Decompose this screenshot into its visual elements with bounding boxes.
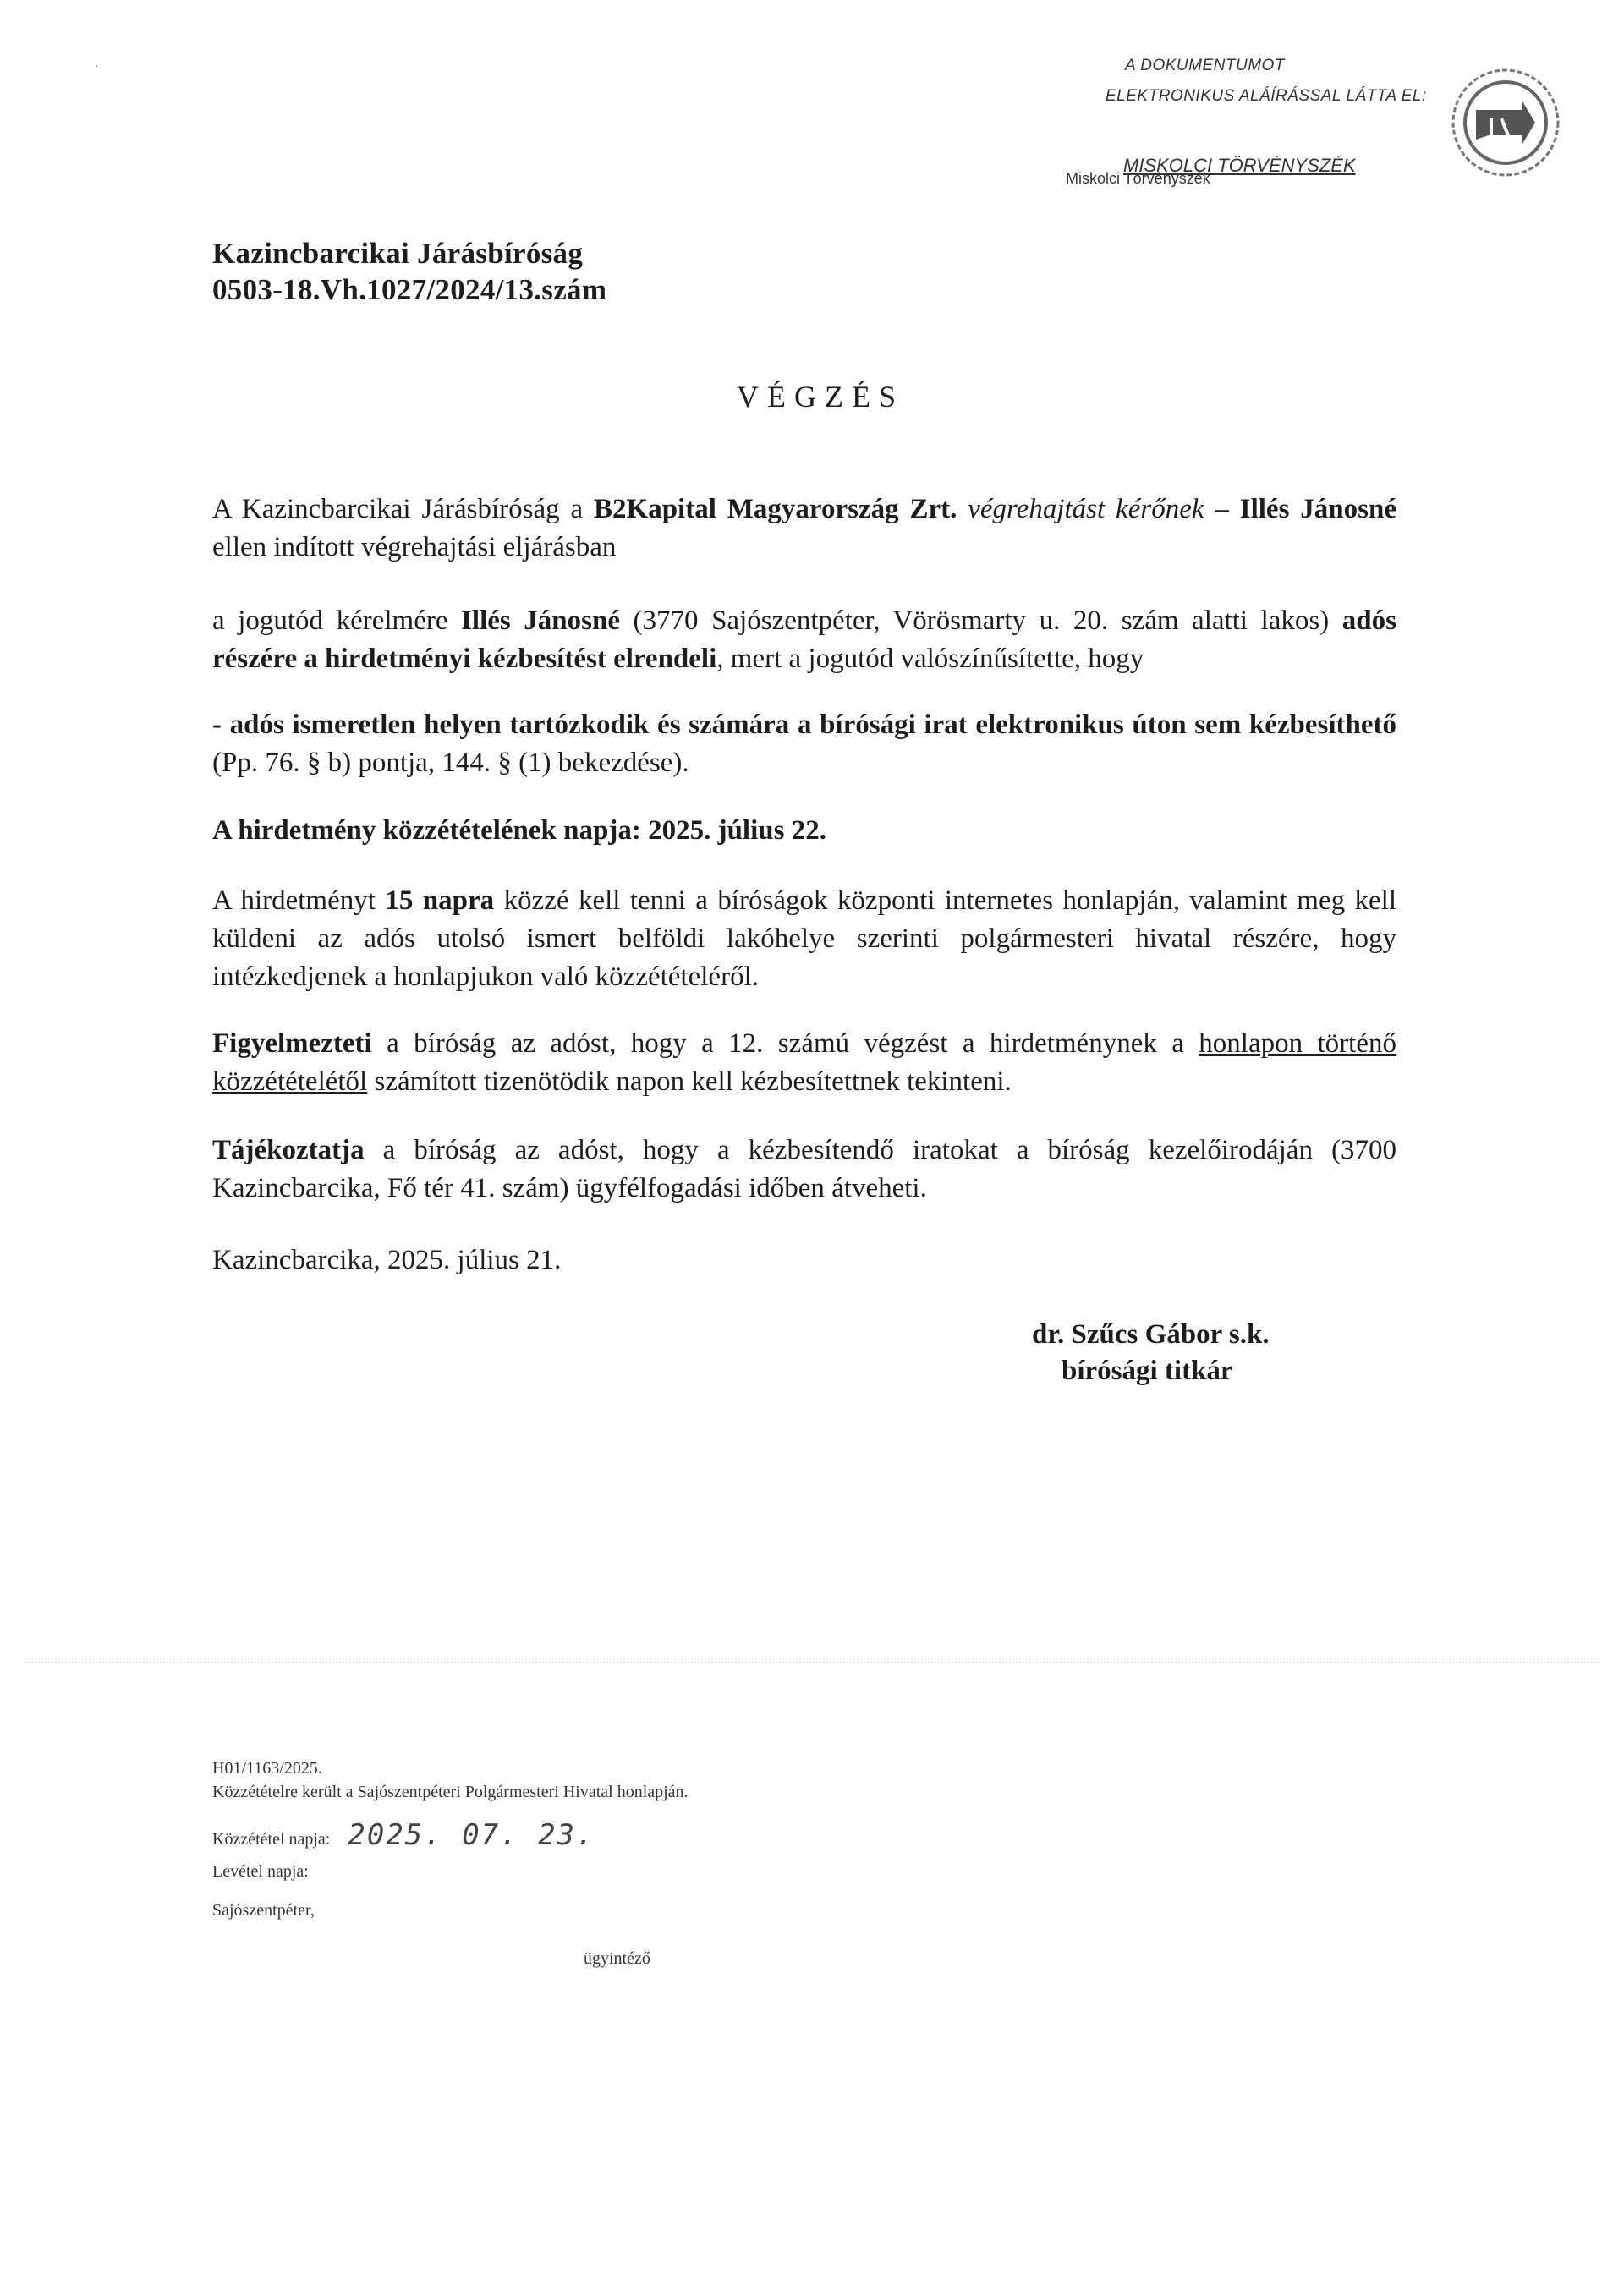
publication-days: 15 napra — [385, 885, 495, 916]
stamp-line-1: A DOKUMENTUMOT — [1125, 57, 1285, 74]
p2-text-a: a jogutód kérelmére — [212, 606, 462, 636]
court-seal-icon — [1442, 59, 1569, 186]
p5-text-b: közzé kell tenni a bíróságok központi internetes honlapján, valamint meg kell küldeni az adós utolsó ismert belföldi lakóhelye szerinti polgármesteri hivatal részére, hogy intézkedjenek a honlapjukon való közzétételéről. — [212, 885, 1397, 992]
clerk-label: ügyintéző — [584, 1949, 650, 1968]
p6-text-a: a bíróság az adóst, hogy a 12. számú végzést a hirdetménynek a — [371, 1028, 1199, 1059]
posting-place: Sajószentpéter, — [212, 1901, 315, 1920]
paragraph-publication-date — [212, 812, 1396, 850]
signatory-name: dr. Szűcs Gábor s.k. — [1032, 1319, 1270, 1350]
document-title: VÉGZÉS — [737, 380, 904, 414]
case-number: 0503-18.Vh.1027/2024/13.szám — [212, 273, 607, 306]
posted-date-handwritten: 2025. 07. 23. — [348, 1818, 595, 1852]
p1-text-a: A Kazincbarcikai Járásbíróság a — [212, 494, 595, 524]
posting-notice: Közzétételre került a Sajószentpéteri Polgármesteri Hivatal honlapján. — [212, 1783, 689, 1801]
posting-reference: H01/1163/2025. — [212, 1759, 322, 1778]
paragraph-order — [212, 602, 1396, 678]
successor-name: Illés Jánosné — [461, 606, 620, 636]
place-and-date: Kazincbarcika, 2025. július 21. — [212, 1245, 562, 1275]
posted-date-label: Közzététel napja: — [212, 1830, 331, 1849]
p7-text-a: a bíróság az adóst, hogy a kézbesítendő iratokat a bíróság kezelőirodáján (3700 Kazincbarcika, Fő tér 41. szám) ügyfélfogadási időben átveheti. — [212, 1135, 1396, 1203]
debtor-name: Illés Jánosné — [1239, 494, 1396, 524]
paragraph-reason — [212, 706, 1396, 782]
paragraph-parties — [212, 490, 1396, 567]
removal-date-label: Levétel napja: — [212, 1862, 309, 1881]
stamp-line-2: ELEKTRONIKUS ALÁÍRÁSSAL LÁTTA EL: — [1106, 87, 1427, 105]
posted-date-row — [212, 1818, 595, 1852]
publication-date: A hirdetmény közzétételének napja: 2025. július 22. — [212, 815, 826, 846]
paragraph-warning — [212, 1025, 1396, 1101]
p2-address: (3770 Sajószentpéter, Vörösmarty u. 20. szám alatti lakos) — [619, 606, 1342, 636]
p1-dash: – — [1204, 494, 1240, 524]
p2-text-c: , mert a jogutód valószínűsítette, hogy — [716, 644, 1144, 674]
creditor-name: B2Kapital Magyarország Zrt. — [594, 494, 957, 524]
p1-text-b: ellen indított végrehajtási eljárásban — [212, 532, 617, 562]
reason-bold: - adós ismeretlen helyen tartózkodik és számára a bírósági irat elektronikus úton sem kézbesíthető — [212, 710, 1396, 740]
creditor-role: végrehajtást kérőnek — [968, 494, 1204, 524]
p6-underlined: honlapon történő közzétételétől — [212, 1028, 1396, 1097]
court-name: Kazincbarcikai Járásbíróság — [212, 237, 584, 270]
p5-text-a: A hirdetményt — [212, 885, 386, 916]
scan-speck: · — [95, 61, 99, 74]
information-lead: Tájékoztatja — [212, 1135, 365, 1165]
stamp-line-4: Miskolci Törvényszék — [1066, 170, 1210, 187]
paragraph-publication — [212, 882, 1396, 996]
order-text: adós részére a hirdetményi kézbesítést elrendeli — [212, 606, 1396, 674]
warning-lead: Figyelmezteti — [212, 1028, 372, 1059]
paragraph-information — [212, 1132, 1396, 1208]
p6-text-b: számított tizenötödik napon kell kézbesítettnek tekinteni. — [367, 1066, 1012, 1097]
reason-legal-basis: (Pp. 76. § b) pontja, 144. § (1) bekezdése). — [212, 748, 689, 778]
stamp-line-3: MISKOLCI TÖRVÉNYSZÉK — [1123, 155, 1356, 176]
scan-separator — [25, 1662, 1599, 1663]
signatory-title: bírósági titkár — [1062, 1356, 1233, 1386]
